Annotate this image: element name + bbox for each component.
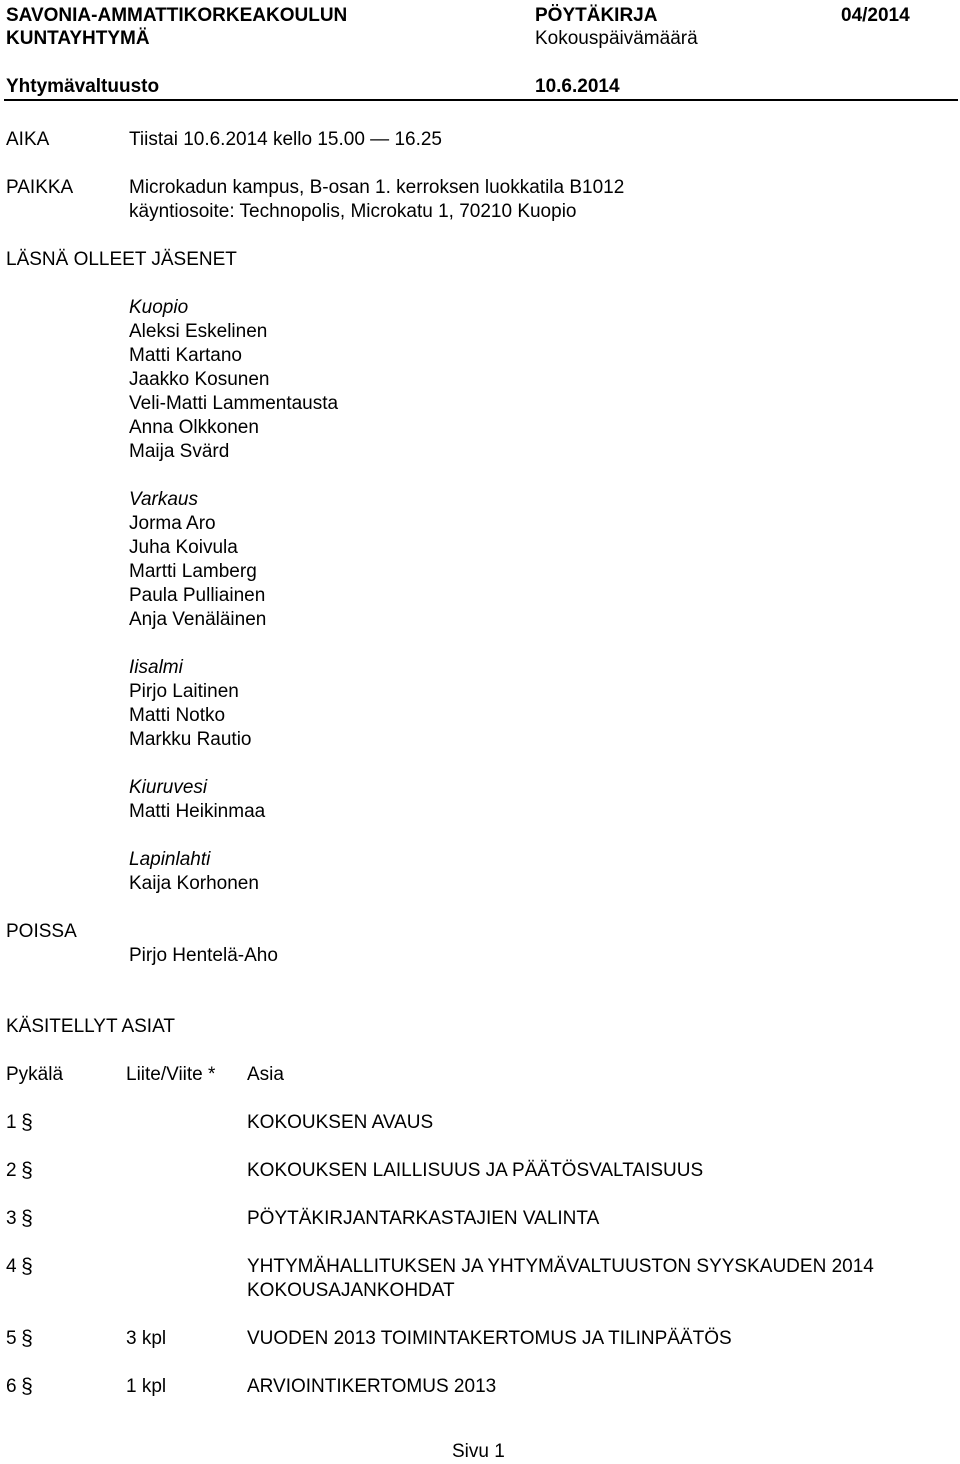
absent-member-name: Pirjo Hentelä-Aho [129, 945, 278, 966]
municipality-heading: Iisalmi [129, 657, 183, 678]
paikka-line1: Microkadun kampus, B-osan 1. kerroksen luokkatila B1012 [129, 177, 625, 198]
municipality-heading: Lapinlahti [129, 849, 211, 870]
member-name: Maija Svärd [129, 441, 230, 462]
page-number: Sivu 1 [452, 1441, 505, 1462]
meeting-date: 10.6.2014 [535, 76, 620, 97]
svg-text:§: § [20, 1159, 33, 1181]
section-sign-icon [20, 1255, 34, 1277]
paikka-line2: käyntiosoite: Technopolis, Microkatu 1, 70210 Kuopio [129, 201, 577, 222]
member-name: Anna Olkkonen [129, 417, 259, 438]
agenda-item-title: ARVIOINTIKERTOMUS 2013 [247, 1376, 497, 1397]
section-sign-icon [20, 1207, 34, 1229]
agenda-item-title: VUODEN 2013 TOIMINTAKERTOMUS JA TILINPÄÄTÖS [247, 1328, 732, 1349]
body-name: Yhtymävaltuusto [6, 76, 160, 97]
paragraph-number [6, 1375, 34, 1399]
attachment-count: 3 kpl [126, 1328, 167, 1349]
member-name: Jorma Aro [129, 513, 216, 534]
agenda-item-title: KOKOUKSEN AVAUS [247, 1112, 434, 1133]
paragraph-number-value: 4 [6, 1256, 17, 1277]
municipality-heading: Varkaus [129, 489, 198, 510]
member-name: Jaakko Kosunen [129, 369, 270, 390]
aika-value: Tiistai 10.6.2014 kello 15.00 — 16.25 [129, 129, 442, 150]
org-name-line2: KUNTAYHTYMÄ [6, 28, 150, 49]
member-name: Paula Pulliainen [129, 585, 266, 606]
paragraph-number [6, 1255, 34, 1279]
column-header-pykala: Pykälä [6, 1064, 64, 1085]
member-name: Anja Venäläinen [129, 609, 267, 630]
member-name: Markku Rautio [129, 729, 252, 750]
member-name: Martti Lamberg [129, 561, 257, 582]
agenda-item-title-continued: KOKOUSAJANKOHDAT [247, 1280, 455, 1301]
svg-text:§: § [20, 1207, 33, 1229]
paragraph-number-value: 1 [6, 1112, 17, 1133]
paragraph-number-value: 6 [6, 1376, 17, 1397]
date-label: Kokouspäivämäärä [535, 28, 698, 49]
paikka-label: PAIKKA [6, 177, 74, 198]
document-number: 04/2014 [841, 5, 910, 26]
svg-text:§: § [20, 1327, 33, 1349]
section-sign-icon [20, 1327, 34, 1349]
agenda-heading: KÄSITELLYT ASIAT [6, 1016, 175, 1037]
header-divider [4, 99, 958, 101]
member-name: Kaija Korhonen [129, 873, 259, 894]
paragraph-number [6, 1159, 34, 1183]
absent-heading: POISSA [6, 921, 77, 942]
paragraph-number [6, 1327, 34, 1351]
member-name: Aleksi Eskelinen [129, 321, 268, 342]
present-heading: LÄSNÄ OLLEET JÄSENET [6, 249, 237, 270]
attachment-count: 1 kpl [126, 1376, 167, 1397]
member-name: Matti Heikinmaa [129, 801, 266, 822]
svg-text:§: § [20, 1375, 33, 1397]
agenda-item-title: PÖYTÄKIRJANTARKASTAJIEN VALINTA [247, 1208, 600, 1229]
paragraph-number [6, 1111, 34, 1135]
svg-text:§: § [20, 1255, 33, 1277]
member-name: Matti Kartano [129, 345, 242, 366]
column-header-asia: Asia [247, 1064, 284, 1085]
member-name: Matti Notko [129, 705, 226, 726]
member-name: Juha Koivula [129, 537, 238, 558]
section-sign-icon [20, 1375, 34, 1397]
member-name: Veli-Matti Lammentausta [129, 393, 339, 414]
paragraph-number [6, 1207, 34, 1231]
paragraph-number-value: 2 [6, 1160, 17, 1181]
section-sign-icon [20, 1159, 34, 1181]
paragraph-number-value: 5 [6, 1328, 17, 1349]
member-name: Pirjo Laitinen [129, 681, 239, 702]
section-sign-icon [20, 1111, 34, 1133]
municipality-heading: Kiuruvesi [129, 777, 208, 798]
column-header-liite: Liite/Viite * [126, 1064, 216, 1085]
agenda-item-title: KOKOUKSEN LAILLISUUS JA PÄÄTÖSVALTAISUUS [247, 1160, 704, 1181]
agenda-item-title: YHTYMÄHALLITUKSEN JA YHTYMÄVALTUUSTON SYYSKAUDEN 2014 [247, 1256, 874, 1277]
aika-label: AIKA [6, 129, 50, 150]
paragraph-number-value: 3 [6, 1208, 17, 1229]
org-name-line1: SAVONIA-AMMATTIKORKEAKOULUN [6, 5, 348, 26]
municipality-heading: Kuopio [129, 297, 189, 318]
svg-text:§: § [20, 1111, 33, 1133]
document-type: PÖYTÄKIRJA [535, 5, 658, 26]
